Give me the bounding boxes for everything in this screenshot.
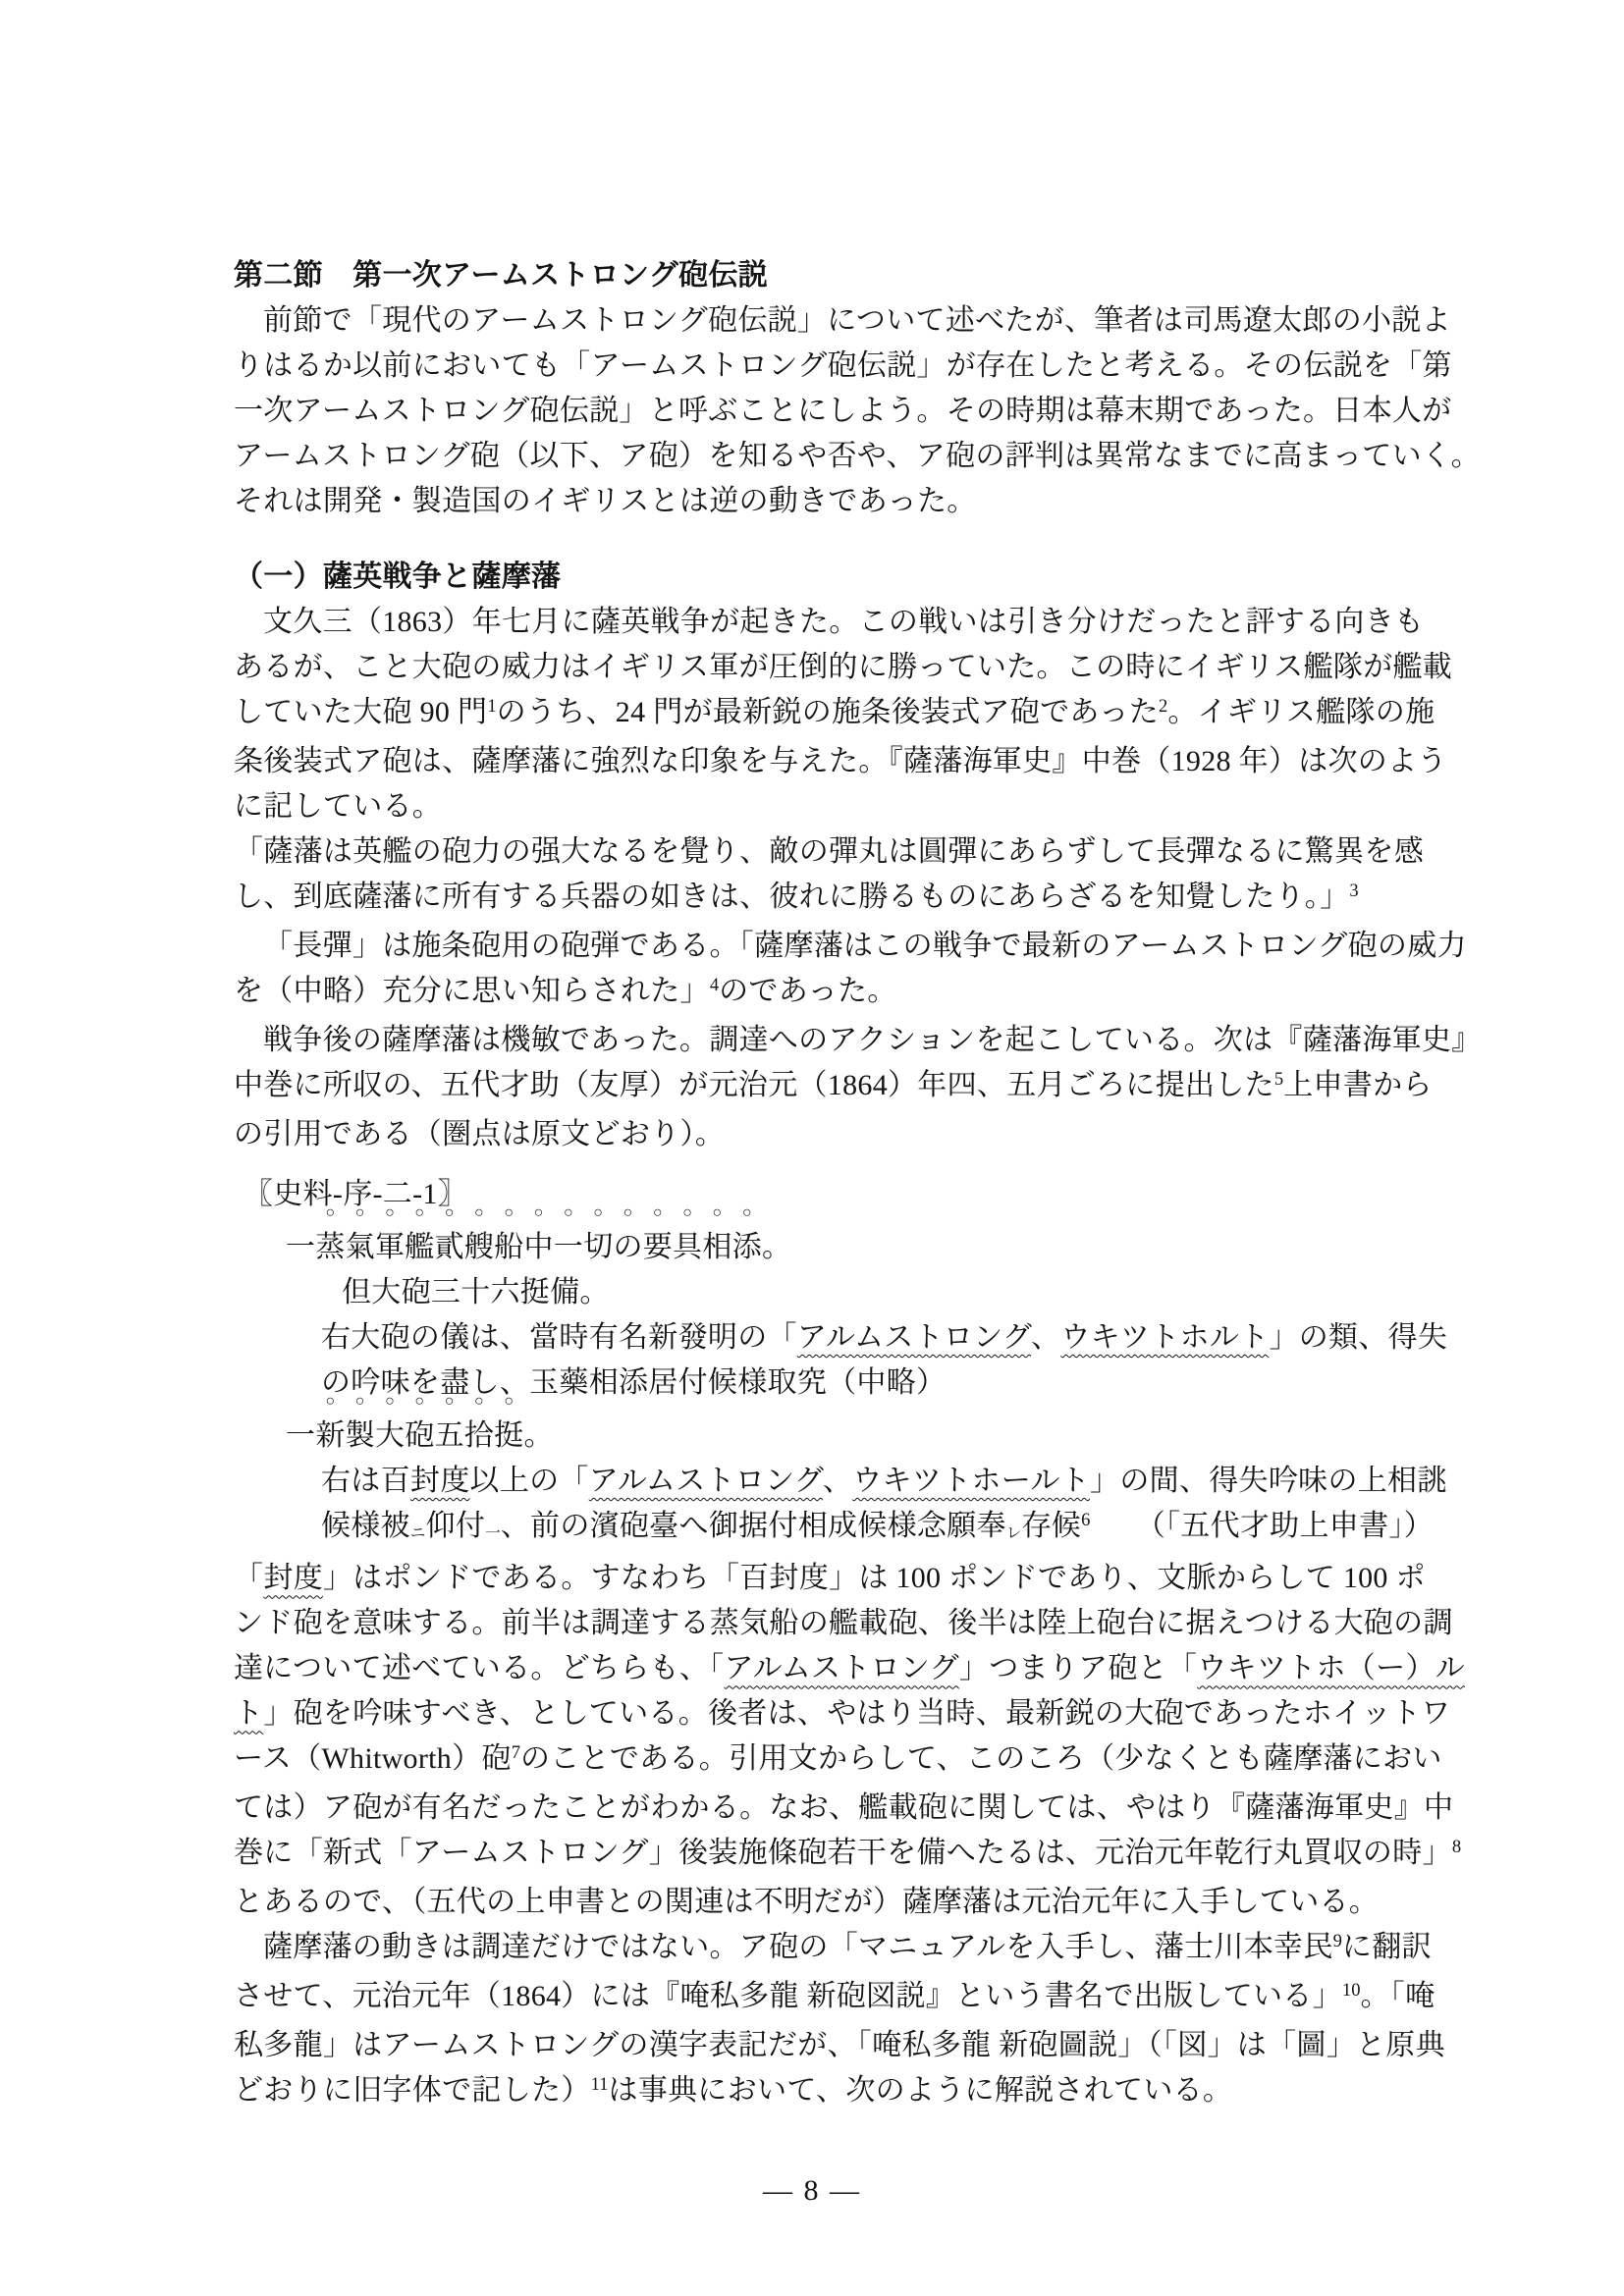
text-run: 上申書から <box>1283 1069 1433 1101</box>
text-run: に翻訳 <box>1341 1931 1432 1964</box>
line-text <box>321 1504 1090 1556</box>
emphasis-dot-char: ○ 氣 <box>346 1225 375 1270</box>
emphasis-dot-char: ○ 挺 <box>494 1414 523 1459</box>
text-run: 戦争後の薩摩藩は機敏であった。調達へのアクションを起こしている。次は『薩藩海軍史』 <box>263 1024 1482 1056</box>
text-run: 以上の「 <box>469 1465 589 1497</box>
paragraph-line <box>234 969 1434 1018</box>
text-run: とあるので、（五代の上申書との関連は不明だが）薩摩藩は元治元年に入手している。 <box>234 1886 1380 1919</box>
text-run: 第二節 第一次アームストロング砲伝説 <box>234 259 768 292</box>
emphasized-term: アルムストロング <box>588 1465 823 1497</box>
text-run: し、到底薩藩に所有する兵器の如きは、彼れに勝るものにあらざるを知覺したり。」 <box>234 881 1350 913</box>
emphasis-dot-char: ○ 貳 <box>435 1225 464 1270</box>
quote-item-line <box>234 1504 1434 1556</box>
emphasized-term: ト <box>234 1697 264 1731</box>
text-run: 条後装式ア砲は、薩摩藩に強烈な印象を与えた。『薩藩海軍史』中巻（1928 年）は次のよう <box>234 745 1447 777</box>
paragraph-line <box>234 1112 1434 1157</box>
line-text <box>234 440 1481 472</box>
text-run: 」の類、得失 <box>1269 1321 1448 1354</box>
text-run: 但大砲三十六挺備。 <box>342 1276 610 1308</box>
text-run: 中巻に所収の、五代才助（友厚）が元治元（1864）年四、五月ごろに提出した <box>234 1069 1274 1101</box>
text-run: 右大砲の儀は、當時有名新發明の「 <box>321 1321 797 1354</box>
text-run: ては）ア砲が有名だったことがわかる。なお、艦載砲に関しては、やはり『薩藩海軍史』中 <box>234 1791 1454 1825</box>
line-text <box>234 696 1435 728</box>
text-run: 、 <box>1031 1321 1061 1354</box>
text-run: 「長彈」は施条砲用の砲弾である。「薩摩藩はこの戦争で最新のアームストロング砲の威力 <box>263 930 1467 962</box>
paragraph-line <box>234 1018 1482 1063</box>
paragraph-line <box>234 2068 1434 2117</box>
paragraph-line <box>234 1831 1462 1880</box>
emphasis-dot-char: ○ 要 <box>643 1225 673 1270</box>
document-content <box>234 253 1482 2117</box>
text-run: 一 <box>286 1231 316 1263</box>
line-text <box>234 1791 1453 1824</box>
text-run: 一次アームストロング砲伝説」と呼ぶことにしよう。その時期は幕末期であった。日本人が <box>234 395 1452 427</box>
line-text <box>234 2029 1445 2061</box>
emphasis-dot-char: ○ 砲 <box>405 1414 434 1459</box>
emphasized-term: ウキツトホ（ー）ル <box>1197 1652 1466 1685</box>
emphasis-dot-char: ○ 艦 <box>405 1225 434 1270</box>
footnote-number: 9 <box>1332 1931 1342 1952</box>
text-run: のことである。引用文からして、このころ（少なくとも薩摩藩におい <box>519 1742 1442 1776</box>
text-run: 前節で「現代のアームストロング砲伝説」について述べたが、筆者は司馬遼太郎の小説よ <box>263 304 1451 337</box>
emphasis-dot-char: ○ 具 <box>673 1225 702 1270</box>
paragraph-line <box>234 600 1434 645</box>
line-text <box>234 561 561 593</box>
emphasized-term: ウキツトホールト <box>852 1465 1091 1497</box>
emphasis-dot-char: ○ 製 <box>346 1414 375 1459</box>
line-text <box>234 485 977 517</box>
paragraph-line <box>234 389 1452 434</box>
paragraph-line <box>234 1880 1434 1925</box>
paragraph-line <box>234 1974 1434 2023</box>
emphasis-dot-char: ○ 拾 <box>464 1414 494 1459</box>
emphasized-term: アルムストロング <box>724 1652 959 1685</box>
source-attribution: （「五代才助上申書」） <box>1135 1510 1434 1542</box>
quote-item-line <box>234 1361 1434 1406</box>
line-text <box>342 1276 610 1308</box>
paragraph-line <box>234 2023 1445 2068</box>
paragraph-line <box>234 1601 1453 1646</box>
emphasis-dot-char: ○ 五 <box>435 1414 464 1459</box>
text-run: あるが、こと大砲の威力はイギリス軍が圧倒的に勝っていた。この時にイギリス艦隊が艦載 <box>234 651 1453 683</box>
section-heading <box>234 253 1434 298</box>
text-run: の引用である（圏点は原文どおり）。 <box>234 1118 726 1150</box>
paragraph-line <box>234 924 1467 969</box>
paragraph-line <box>234 298 1451 344</box>
text-run: 仰付 <box>425 1510 486 1542</box>
text-run: 「 <box>234 1562 264 1595</box>
quote-item-line <box>234 1270 1434 1315</box>
paragraph-line <box>234 1736 1442 1786</box>
text-run: 文久三（1863）年七月に薩英戦争が起きた。この戦いは引き分けだったと評する向きも <box>263 606 1425 638</box>
quotation-line <box>234 829 1434 875</box>
text-run: 巻に「新式「アームストロング」後装施條砲若干を備へたるは、元治元年乾行丸買収の時」 <box>234 1837 1452 1870</box>
text-run: 」つまりア砲と「 <box>958 1652 1198 1685</box>
line-text <box>234 1886 1379 1918</box>
text-run: のうち、24 門が最新鋭の施条後装式ア砲であった <box>496 696 1160 728</box>
line-text <box>234 1980 1435 2012</box>
text-run: 候様被 <box>321 1510 410 1542</box>
footnote-number: 2 <box>1159 695 1168 717</box>
emphasized-term: アルムストロング <box>796 1321 1032 1354</box>
text-run: 存候 <box>1021 1510 1082 1542</box>
text-run: 、 <box>822 1465 853 1497</box>
subsection-heading <box>234 555 1434 600</box>
line-text <box>234 2074 1232 2107</box>
page-number: — 8 — <box>763 2174 861 2207</box>
line-text <box>234 651 1452 683</box>
footnote-number: 7 <box>511 1742 520 1764</box>
paragraph-line <box>234 479 1434 524</box>
emphasized-term: 封度 <box>409 1465 470 1497</box>
line-text <box>321 1465 1447 1497</box>
footnote-number: 11 <box>590 2074 609 2096</box>
line-text <box>234 395 1452 427</box>
line-text <box>234 1607 1453 1639</box>
text-run: していた大砲 90 門 <box>234 696 488 728</box>
text-run: 私多龍」はアームストロングの漢字表記だが、「唵私多龍 新砲圖説」（「図」は「圖」と原典 <box>234 2029 1445 2062</box>
footnote-number: 3 <box>1349 880 1359 901</box>
line-text <box>263 304 1451 337</box>
line-text <box>234 790 442 823</box>
emphasis-dot-char: ○ 一 <box>554 1225 583 1270</box>
line-text <box>234 975 897 1007</box>
footnote-number: 1 <box>487 695 497 717</box>
line-text <box>234 835 1424 868</box>
quote-item-line <box>234 1315 1448 1361</box>
line-text <box>263 930 1467 962</box>
quotation-line <box>234 875 1434 924</box>
text-run: 薩摩藩の動きは調達だけではない。ア砲の「マニュアルを入手し、藩士川本幸民 <box>263 1931 1333 1964</box>
text-run: 。「唵 <box>1360 1980 1435 2013</box>
text-run: どおりに旧字体で記した） <box>234 2074 591 2108</box>
emphasis-dot-char: ○ 中 <box>524 1225 554 1270</box>
emphasis-dot-char: ○ 軍 <box>375 1225 405 1270</box>
footnote-number: 6 <box>1081 1509 1091 1530</box>
paragraph-line <box>234 1925 1434 1974</box>
emphasis-dot-char: ○ 添 <box>732 1225 762 1270</box>
emphasis-dot-char: ○ 船 <box>494 1225 523 1270</box>
line-text <box>263 1931 1432 1963</box>
text-run: 一 <box>286 1419 316 1452</box>
paragraph-line <box>234 1691 1451 1736</box>
emphasis-dot-char: ○ 相 <box>702 1225 731 1270</box>
kanbun-marker: ニ <box>409 1524 426 1542</box>
text-run: のであった。 <box>719 975 897 1007</box>
line-text <box>263 606 1424 638</box>
footnote-number: 4 <box>709 974 720 995</box>
paragraph-line <box>234 344 1452 389</box>
text-run: 」はポンドである。すなわち「百封度」は 100 ポンドであり、文脈からして 100 ポ <box>322 1562 1426 1595</box>
line-text <box>263 1024 1482 1056</box>
emphasis-dot-char: ○ の <box>613 1225 642 1270</box>
line-text <box>234 745 1447 777</box>
text-run: に記している。 <box>234 790 443 823</box>
line-text <box>234 1562 1426 1594</box>
line-text <box>286 1231 791 1263</box>
text-run: それは開発・製造国のイギリスとは逆の動きであった。 <box>234 485 977 517</box>
text-run: ース（Whitworth）砲 <box>234 1742 512 1776</box>
text-run: 右は百 <box>321 1465 410 1497</box>
text-run: の吟味を盡し、玉藥相添居付候様取究（中略） <box>321 1366 947 1399</box>
text-run: 」の間、得失吟味の上相誂 <box>1090 1465 1447 1497</box>
line-text <box>234 259 768 292</box>
text-run: 。 <box>762 1231 792 1263</box>
paragraph-line <box>234 1556 1434 1601</box>
paragraph-line <box>234 690 1434 739</box>
line-text <box>286 1419 554 1452</box>
line-text <box>234 1652 1465 1684</box>
line-text <box>234 349 1452 382</box>
emphasized-term: 封度 <box>263 1562 323 1595</box>
quote-item-line <box>234 1459 1447 1504</box>
footnote-number: 5 <box>1273 1068 1284 1090</box>
footnote-number: 10 <box>1341 1980 1361 2002</box>
paragraph-line <box>234 1063 1434 1112</box>
line-text <box>234 1837 1461 1869</box>
text-run: させて、元治元年（1864）には『唵私多龍 新砲図説』という書名で出版している」 <box>234 1980 1342 2013</box>
line-text <box>234 1697 1451 1730</box>
text-run: 「薩藩は英艦の砲力の强大なるを覺り、敵の彈丸は圓彈にあらずして長彈なるに驚異を感 <box>234 835 1424 868</box>
text-run: 。イギリス艦隊の施 <box>1167 696 1435 728</box>
emphasis-dot-char: ○ 蒸 <box>315 1225 345 1270</box>
line-text <box>234 1742 1442 1775</box>
quote-item-line <box>234 1414 1434 1459</box>
text-run: 達について述べている。どちらも、「 <box>234 1652 725 1685</box>
paragraph-line <box>234 434 1481 479</box>
text-run: 〖史料-序-二-1〗 <box>244 1178 467 1210</box>
kanbun-marker: 一 <box>485 1524 501 1542</box>
text-run: りはるか以前においても「アームストロング砲伝説」が存在したと考える。その伝説を「第 <box>234 349 1452 382</box>
text-run: アームストロング砲（以下、ア砲）を知るや否や、ア砲の評判は異常なまでに高まっていく。 <box>234 440 1481 472</box>
source-label <box>234 1172 1434 1217</box>
text-run: 、前の濱砲臺へ御据付相成候様念願奉 <box>500 1510 1006 1542</box>
paragraph-line <box>234 739 1447 784</box>
paragraph-line <box>234 1786 1454 1831</box>
line-text <box>234 881 1359 913</box>
text-run: は事典において、次のように解説されている。 <box>608 2074 1233 2108</box>
paragraph-line <box>234 1646 1466 1691</box>
emphasis-dot-char: ○ 切 <box>583 1225 613 1270</box>
text-run: を（中略）充分に思い知らされた」 <box>234 975 710 1007</box>
text-run: 」砲を吟味すべき、としている。後者は、やはり当時、最新鋭の大砲であったホイットワ <box>263 1697 1451 1731</box>
line-text <box>321 1321 1447 1354</box>
text-run: （一）薩英戦争と薩摩藩 <box>234 561 562 593</box>
emphasis-dot-char: ○ 新 <box>315 1414 345 1459</box>
emphasis-dot-char: ○ 艘 <box>464 1225 494 1270</box>
emphasis-dot-char: ○ 大 <box>375 1414 405 1459</box>
paragraph-line <box>234 784 1434 829</box>
line-text <box>234 1118 725 1150</box>
quote-item-line <box>234 1225 1434 1270</box>
emphasized-term: ウキツトホルト <box>1060 1321 1270 1354</box>
footnote-number: 8 <box>1451 1837 1462 1858</box>
line-text <box>234 1069 1433 1101</box>
text-run: 。 <box>523 1419 554 1452</box>
paragraph-line <box>234 645 1453 690</box>
text-run: ンド砲を意味する。前半は調達する蒸気船の艦載砲、後半は陸上砲台に据えつける大砲の調 <box>234 1607 1453 1640</box>
kanbun-marker: レ <box>1005 1524 1022 1542</box>
